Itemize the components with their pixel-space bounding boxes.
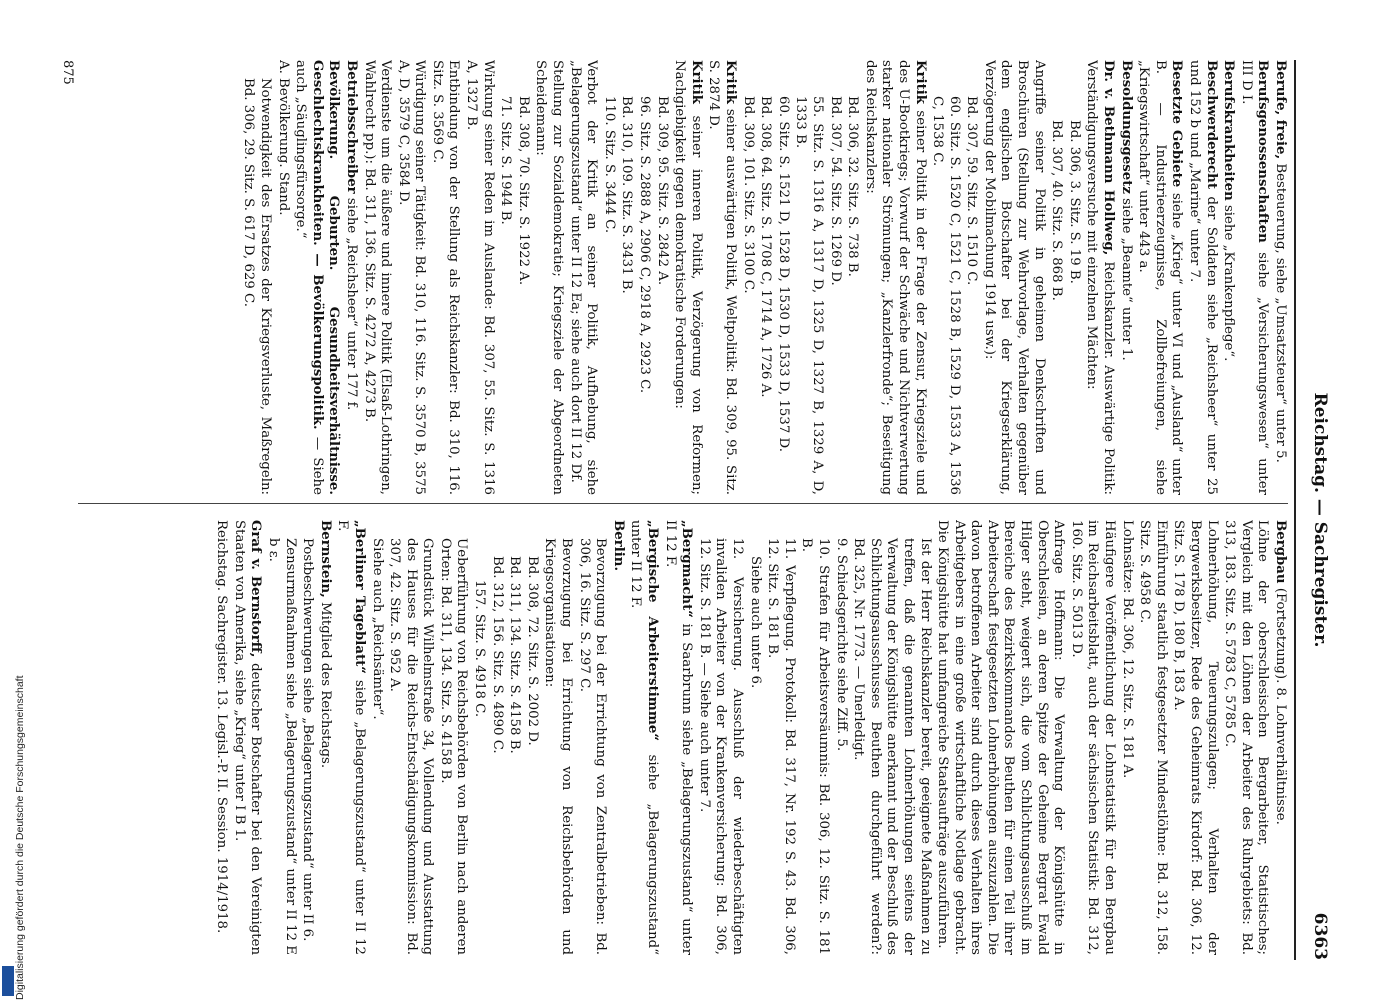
entry-text: Verbot der Kritik an seiner Politik, Aufhebung, siehe „Belagerungszustand“ unter II 12 Ea; siehe auch dort II 12 Df. — [567, 60, 600, 495]
entry-headword: Kritik — [688, 60, 704, 105]
digitization-note-text: Digitalisierung gefördert durch die Deutsche Forschungsgemeinschaft — [14, 675, 26, 1000]
register-entry — [627, 520, 660, 955]
entry-text: Ist der Herr Reichskanzler bereit, geeignete Maßnahmen zu treffen, daß die genannten Lohnerhöhungen seitens der Verwaltung der Königshütte anerkannt und der Beschluß des Schlichtungsausschusses Beuthen durchgeführt werden?: Bd. 325, Nr. 1773. — Unerledigt. — [851, 538, 933, 955]
entry-text: Mitglied des Reichstags. — [317, 597, 333, 769]
entry-headword: Kritik — [723, 60, 738, 105]
register-entry — [1185, 60, 1218, 495]
entry-text: siehe „Krieg“ unter VI und „Ausland“ unter B. — Industrieerzeugnisse, Zollbefreiungen, siehe „Kriegswirtschaft“ unter 443 a. — [1136, 60, 1185, 495]
entry-text: 10. Strafen für Arbeitsversäumnis: Bd. 306, 12. Sitz. S. 181 B. — [799, 538, 831, 955]
register-entry — [671, 60, 704, 495]
header-rule — [1294, 60, 1296, 960]
register-entry — [316, 520, 333, 955]
entry-text: Löhne der oberschlesischen Bergarbeiter, Statistisches; Vergleich mit den Löhnen der Arbeiter des Ruhrgebiets: Bd. 313, 183. Sitz. S. 5783 C, 5785 C. — [1222, 520, 1271, 955]
register-entry — [1271, 60, 1288, 495]
entry-text: Lohnerhöhung, Teuerungszulagen; Verhalten der Bergwerksbesitzer, Rede des Geheimrats Kirdorf: Bd. 306, 12. Sitz. S. 178 D, 180 B, 183 A. — [1171, 520, 1220, 955]
entry-text: Besteuerung, siehe „Umsatzsteuer“ unter 5. — [1273, 159, 1288, 463]
register-entry — [635, 60, 652, 495]
register-entry — [861, 60, 927, 495]
entry-text: Bd. 306, 3. Sitz. S. 19 B. — [1066, 120, 1082, 284]
entry-text: seiner Politik in der Frage der Zensur, Kriegsziele und des U-Bootkriegs; Vorwurf der Schwäche und Nichtverwertung starker nationaler Strömungen; „Kanzlerfronde“; Beseitigung des Reichskanzlers: — [862, 60, 928, 495]
register-entry — [436, 520, 469, 955]
entry-text: 55. Sitz. S. 1316 A, 1317 D, 1325 D, 1327 B, 1329 A, D, 1333 B. — [793, 96, 825, 495]
entry-text: Stellung zur Sozialdemokratie; Kriegsziele der Abgeordneten Scheidemann: — [533, 60, 566, 495]
entry-text: 157. Sitz. S. 4918 C. — [472, 580, 488, 718]
entry-text: Grundstück Wilhelmstraße 34, Vollendung und Ausstattung des Hauses für die Reichs-Entschädigungskommission: Bd. 307, 42. Sitz. S. 952 A. — [387, 538, 436, 955]
register-entry — [934, 520, 1067, 955]
entry-text: siehe „Beamte“ unter 1. — [1118, 193, 1134, 361]
register-entry — [1271, 520, 1288, 955]
register-entry — [661, 520, 694, 955]
entry-headword: Berufe, freie, — [1273, 60, 1288, 160]
entry-text: — Siehe auch „Säuglingsfürsorge.“ — [293, 60, 325, 495]
entry-text: (Fortsetzung). 8. Lohnverhältnisse. — [1273, 583, 1288, 825]
entry-text: Zensurmaßnahmen siehe „Belagerungszustand“ unter II 12 E b ε. — [265, 538, 298, 955]
entry-text: 96. Sitz. S. 2888 A, 2906 C, 2918 A, 2923 C. — [637, 96, 653, 394]
entry-text: 110. Sitz. S. 3444 C. — [601, 96, 617, 234]
entry-text: 60. Sitz. S. 1520 C, 1521 C, 1528 B, 1529 D, 1533 A, 1536 C, 1538 C. — [930, 96, 962, 495]
register-entry — [832, 520, 849, 955]
entry-text: 9. Schiedsgerichte siehe Ziff. 5. — [833, 538, 849, 752]
entry-text: Reichstag. Sachregister. 13. Legisl.-P. II. Session. 1914/1918. — [214, 520, 230, 934]
register-entry — [506, 520, 523, 955]
entry-text: Bd. 308, 70. Sitz. S. 1922 A. — [515, 96, 531, 286]
register-entry — [471, 520, 488, 955]
register-entry — [980, 60, 1046, 495]
register-entry — [497, 60, 514, 495]
entry-text: Wirkung seiner Reden im Auslande: Bd. 307, 55. Sitz. S. 1316 A, 1327 B. — [464, 60, 496, 495]
register-entry — [653, 60, 670, 495]
register-entry — [618, 60, 635, 495]
entry-headword: Betriebsschreiber — [343, 60, 359, 194]
entry-text: Bd. 307, 54. Sitz. S. 1269 D. — [827, 96, 843, 286]
register-entry — [566, 60, 599, 495]
register-entry — [514, 60, 531, 495]
entry-headword: Kritik — [912, 60, 928, 105]
entry-text: Postbeschwerungen siehe „Belagerungszustand“ unter II 6. — [300, 538, 316, 942]
register-entry — [368, 520, 385, 955]
register-entry — [541, 520, 574, 955]
register-entry — [695, 520, 745, 955]
entry-text: deutscher Botschafter bei den Vereinigten Staaten von Amerika, siehe „Krieg“ unter I B 1. — [231, 520, 264, 955]
entry-headword: Bevölkerung. Geburten. Gesundheitsverhältnisse. Geschlechtskrankheiten. — Bevölkerungspolitik. — [309, 60, 342, 495]
entry-text: Bd. 312, 156. Sitz. S. 4890 C. — [489, 556, 505, 754]
dfg-logo-icon — [2, 966, 14, 996]
register-entry — [213, 520, 230, 955]
entry-headword: „Bergische Arbeiterstimme“ — [645, 520, 661, 742]
entry-headword: Berufsgenossenschaften — [1255, 60, 1271, 243]
register-entry — [532, 60, 565, 495]
entry-text: siehe „Versicherungswesen“ unter III D I. — [1238, 60, 1271, 495]
entry-text: A. Bevölkerung. Stand. — [275, 60, 291, 216]
rotated-page-content — [30, 0, 1340, 1000]
entry-headword: Bergbau — [1273, 520, 1288, 584]
register-entry — [764, 520, 797, 955]
register-entry — [1083, 60, 1116, 495]
entry-text: 12. Versicherung. Ausschluß der wiederbeschäftigten invaliden Arbeiter von der Krankenversicherung: Bd. 306, 12. Sitz. S. 181 B. — Siehe auch unter 7. — [696, 538, 745, 955]
entry-headword: „Berliner Tageblatt“ — [351, 520, 367, 674]
register-entry — [292, 60, 342, 495]
entry-text: siehe „Belagerungszustand“ unter II 12 F. — [335, 520, 367, 955]
register-entry — [1135, 60, 1185, 495]
entry-text: Reichskanzler. Auswärtige Politik: Verständigungsversuche mit einzelnen Mächten: — [1084, 60, 1117, 495]
page-number: 6363 — [1310, 912, 1330, 960]
entry-text: Bd. 306, 32. Sitz. S. 738 B. — [845, 96, 861, 277]
column-divider — [78, 503, 1288, 504]
register-entry — [850, 520, 933, 955]
register-entry — [1237, 60, 1270, 495]
register-entry — [792, 60, 825, 495]
entry-text: Bd. 307, 40. Sitz. S. 868 B. — [1049, 120, 1065, 301]
entry-headword: „Bergmacht“ — [679, 520, 695, 618]
register-entry — [1118, 520, 1135, 955]
entry-text: Bd. 310, 109. Sitz. S. 3431 B. — [619, 96, 635, 294]
entry-text: Lohnsätze: Bd. 306, 12. Sitz. S. 181 A. — [1119, 520, 1135, 779]
entry-text: Entbindung von der Stellung als Reichskanzler: Bd. 310, 116. Sitz. S. 3569 C. — [429, 60, 462, 495]
entry-text: seiner auswärtigen Politik, Weltpolitik: Bd. 309, 95. Sitz. S. 2874 D. — [706, 60, 738, 495]
register-entry — [774, 60, 791, 495]
entry-text: Bd. 307, 59. Sitz. S. 1510 C. — [964, 96, 980, 286]
entry-text: Bd. 308, 64. Sitz. S. 1708 C, 1714 A, 1726 A. — [758, 96, 774, 398]
entry-headword: Graf v. Bernstorff, — [248, 520, 264, 658]
entry-text: Bd. 309, 101. Sitz. S. 3100 C. — [740, 96, 756, 294]
entry-text: Siehe auch unter 6. — [747, 556, 763, 689]
register-entry — [1065, 60, 1082, 495]
entry-text: 71. Sitz. S. 1944 B. — [498, 96, 514, 225]
entry-text: 11. Verpflegung. Protokoll: Bd. 317, Nr. 192 S. 43. Bd. 306, 12. Sitz. S. 181 B. — [765, 538, 797, 955]
register-entry — [386, 520, 436, 955]
register-entry — [929, 60, 962, 495]
entry-text: Siehe auch „Reichsämter“. — [369, 538, 385, 720]
register-entry — [334, 520, 367, 955]
entry-text: Bd. 311, 134. Sitz. S. 4158 B. — [507, 556, 523, 754]
register-entry — [1221, 520, 1271, 955]
register-entry — [1220, 60, 1237, 495]
entry-headword: Bernstein, — [317, 520, 333, 598]
entry-text: Anfrage Hoffmann: Die Verwaltung der Königshütte in Oberschlesien, an deren Spitze der Geheime Bergrat Ewald Hilger steht, weigert sich, die vom Schlichtungsausschuß im Bereiche des Bezirkskommandos Beuthen für einen Teil ihrer Arbeiterschaft festgesetzten Lohnerhöhungen auszuzahlen. Die davon betroffenen Arbeiter sind durch dieses Verhalten ihres Arbeitgebers in eine große wirtschaftliche Notlage gebracht. Die Königshütte hat umfangreiche Staatsaufträge auszuführen. — [935, 520, 1067, 955]
entry-text: in Saarbrunn siehe „Belagerungszustand“ unter II 12 F. — [662, 520, 695, 955]
register-entry — [1170, 520, 1220, 955]
entry-headword: Beschwerderecht — [1203, 60, 1219, 189]
register-entry — [600, 60, 617, 495]
entry-text: 60. Sitz. S. 1521 D, 1528 D, 1530 D, 1533 D, 1537 D. — [775, 96, 791, 452]
left-column — [38, 60, 1288, 495]
register-entry — [463, 60, 496, 495]
register-entry — [360, 60, 393, 495]
entry-text: der Soldaten siehe „Reichsheer“ unter 25 und 152 b und „Marine“ unter 7. — [1187, 60, 1219, 495]
entry-text: Einführung staatlich festgesetzter Mindestlöhne: Bd. 312, 158. Sitz. S. 4958 C. — [1137, 520, 1169, 955]
register-entry — [240, 60, 273, 495]
entry-text: Bevorzugung bei Errichtung von Reichsbehörden und Kriegsorganisationen: — [542, 538, 575, 955]
register-entry — [230, 520, 263, 955]
entry-text: Bd. 308, 72. Sitz. S. 2002 D. — [524, 556, 540, 746]
register-entry — [394, 60, 427, 495]
entry-text: siehe „Reichsheer“ unter 177 f. — [343, 193, 359, 411]
register-entry — [844, 60, 861, 495]
register-entry — [963, 60, 980, 495]
entry-headword: Berufskrankheiten — [1221, 60, 1237, 201]
register-entry — [705, 60, 738, 495]
entry-headword: Berlin. — [610, 520, 626, 572]
entry-text: siehe „Krankenpflege“. — [1221, 200, 1237, 362]
register-entry — [299, 520, 316, 955]
register-entry — [264, 520, 297, 955]
entry-text: Notwendigkeit des Ersatzes der Kriegsverluste, Maßregeln: Bd. 306, 29. Sitz. S. 617 D, 629 C. — [241, 78, 273, 495]
digitization-note — [2, 600, 26, 1000]
register-entry — [575, 520, 608, 955]
running-title: Reichstag. — Sachregister. — [1310, 392, 1330, 648]
entry-text: Angriffe seiner Politik in geheimen Denkschriften und Broschüren (Stellung zur Wehrvorlage, Verhalten gegenüber dem englischen Botschafter bei der Kriegserklärung, Verzögerung der Mobilmachung 1914 usw.): — [981, 60, 1047, 495]
entry-headword: Besoldungsgesetz — [1118, 60, 1134, 194]
entry-text: Bd. 309, 95. Sitz. S. 2842 A. — [654, 96, 670, 286]
entry-headword: Dr. v. Bethmann Hollweg, — [1101, 60, 1117, 256]
entry-text: Häufigere Veröffentlichung der Lohnstatistik für den Bergbau im Reichsarbeitsblatt, auch der sächsischen Statistik: Bd. 312, 160. Sitz. S. 5013 D. — [1068, 520, 1118, 955]
register-entry — [746, 520, 763, 955]
register-entry — [428, 60, 461, 495]
page-counter: 875 — [60, 60, 75, 85]
entry-text: Ueberführung von Reichsbehörden von Berlin nach anderen Orten: Bd. 311, 134. Sitz. S. 4158 B. — [437, 538, 470, 955]
entry-text: siehe „Belagerungszustand“ unter II 12 F. — [628, 520, 661, 955]
entry-text: Verdienste um die äußere und innere Politik (Elsaß-Lothringen, Wahlrecht pp.): Bd. 311, 136. Sitz. S. 4272 A, 4273 B. — [361, 60, 394, 495]
register-entry — [609, 520, 626, 955]
register-entry — [488, 520, 505, 955]
register-entry — [1117, 60, 1134, 495]
register-entry — [826, 60, 843, 495]
register-entry — [798, 520, 831, 955]
right-column — [38, 520, 1288, 955]
entry-text: seiner inneren Politik, Verzögerung von Reformen; Nachgiebigkeit gegen demokratische Forderungen: — [672, 60, 704, 495]
register-entry — [342, 60, 359, 495]
entry-headword: Besetzte Gebiete — [1169, 60, 1185, 188]
entry-text: Bevorzugung bei der Errichtung von Zentralbetrieben: Bd. 306, 16. Sitz. S. 297 C. — [576, 538, 609, 955]
register-entry — [523, 520, 540, 955]
register-entry — [1136, 520, 1169, 955]
register-entry — [1067, 520, 1117, 955]
register-entry — [757, 60, 774, 495]
entry-text: Würdigung seiner Tätigkeit: Bd. 310, 116. Sitz. S. 3570 B, 3575 A, D, 3579 C, 3584 D. — [395, 60, 428, 495]
register-entry — [739, 60, 756, 495]
register-entry — [274, 60, 291, 495]
register-entry — [1048, 60, 1065, 495]
page-header — [1292, 60, 1340, 960]
